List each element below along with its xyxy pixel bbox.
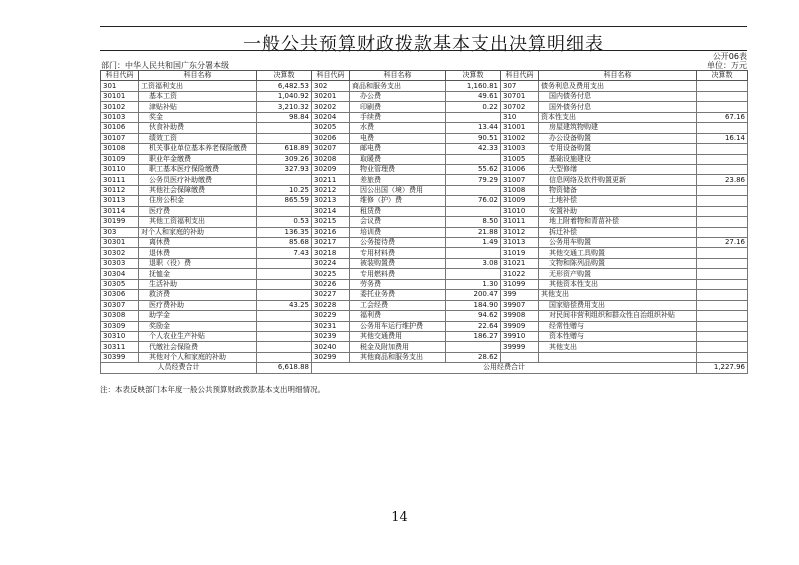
amount-cell xyxy=(697,342,748,352)
amount-cell: 7.43 xyxy=(257,248,312,258)
amount-cell: 3,210.32 xyxy=(257,102,312,112)
name-cell: 抚恤金 xyxy=(139,269,257,279)
table-row xyxy=(101,238,748,248)
amount-cell xyxy=(257,321,312,331)
name-cell: 差旅费 xyxy=(350,175,446,185)
amount-cell xyxy=(697,144,748,154)
amount-cell xyxy=(257,175,312,185)
name-cell: 资本性赠与 xyxy=(539,331,697,341)
code-cell: 30229 xyxy=(312,311,350,321)
amount-cell: 8.50 xyxy=(446,217,501,227)
code-cell: 30214 xyxy=(312,206,350,216)
amount-cell: 327.93 xyxy=(257,164,312,174)
name-cell: 邮电费 xyxy=(350,144,446,154)
name-cell: 绩效工资 xyxy=(139,133,257,143)
amount-cell xyxy=(257,352,312,362)
name-cell: 职业年金缴费 xyxy=(139,154,257,164)
amount-cell xyxy=(697,123,748,133)
amount-cell xyxy=(697,164,748,174)
code-cell: 30304 xyxy=(101,269,139,279)
code-cell: 30108 xyxy=(101,144,139,154)
name-cell: 土地补偿 xyxy=(539,196,697,206)
table-row xyxy=(101,227,748,237)
name-cell: 公务用车运行维护费 xyxy=(350,321,446,331)
amount-cell xyxy=(257,258,312,268)
name-cell: 因公出国（境）费用 xyxy=(350,185,446,195)
amount-cell: 23.86 xyxy=(697,175,748,185)
amount-cell xyxy=(257,133,312,143)
name-cell: 其他支出 xyxy=(539,290,697,300)
name-cell: 机关事业单位基本养老保险缴费 xyxy=(139,144,257,154)
name-cell: 工会经费 xyxy=(350,300,446,310)
header-row xyxy=(101,71,748,81)
code-cell: 30208 xyxy=(312,154,350,164)
table-row xyxy=(101,269,748,279)
amount-cell: 94.62 xyxy=(446,311,501,321)
code-cell: 30215 xyxy=(312,217,350,227)
amount-cell: 67.16 xyxy=(697,112,748,122)
table-row xyxy=(101,258,748,268)
code-cell: 307 xyxy=(501,81,539,91)
amount-cell: 186.27 xyxy=(446,331,501,341)
table-row xyxy=(101,331,748,341)
code-cell: 30240 xyxy=(312,342,350,352)
amount-cell: 1,040.92 xyxy=(257,91,312,101)
name-cell xyxy=(539,352,697,362)
header-cell: 科目代码 xyxy=(101,71,139,81)
code-cell: 30204 xyxy=(312,112,350,122)
name-cell: 办公设备购置 xyxy=(539,133,697,143)
name-cell: 公务接待费 xyxy=(350,238,446,248)
code-cell: 30201 xyxy=(312,91,350,101)
name-cell: 医疗费 xyxy=(139,206,257,216)
header-cell: 决算数 xyxy=(697,71,748,81)
code-cell: 30202 xyxy=(312,102,350,112)
code-cell: 30207 xyxy=(312,144,350,154)
name-cell: 安置补助 xyxy=(539,206,697,216)
code-cell: 39909 xyxy=(501,321,539,331)
code-cell: 30211 xyxy=(312,175,350,185)
code-cell: 30216 xyxy=(312,227,350,237)
code-cell: 30307 xyxy=(101,300,139,310)
amount-cell: 6,482.53 xyxy=(257,81,312,91)
department-label: 部门：中华人民共和国广东分署本级 xyxy=(101,61,229,70)
name-cell: 福利费 xyxy=(350,311,446,321)
code-cell: 30206 xyxy=(312,133,350,143)
name-cell: 被装购置费 xyxy=(350,258,446,268)
code-cell: 31003 xyxy=(501,144,539,154)
amount-cell: 865.59 xyxy=(257,196,312,206)
name-cell: 离休费 xyxy=(139,238,257,248)
code-cell: 30205 xyxy=(312,123,350,133)
code-cell: 31012 xyxy=(501,227,539,237)
code-cell: 30101 xyxy=(101,91,139,101)
amount-cell: 309.26 xyxy=(257,154,312,164)
code-cell: 39999 xyxy=(501,342,539,352)
amount-cell xyxy=(697,269,748,279)
name-cell: 生活补助 xyxy=(139,279,257,289)
code-cell: 30228 xyxy=(312,300,350,310)
code-cell: 30308 xyxy=(101,311,139,321)
code-cell: 30102 xyxy=(101,102,139,112)
name-cell: 其他商品和服务支出 xyxy=(350,352,446,362)
amount-cell xyxy=(446,112,501,122)
name-cell: 税金及附加费用 xyxy=(350,342,446,352)
page-title: 一般公共预算财政拨款基本支出决算明细表 xyxy=(243,34,604,55)
amount-cell xyxy=(697,331,748,341)
amount-cell xyxy=(446,185,501,195)
name-cell: 公务用车购置 xyxy=(539,238,697,248)
name-cell: 对民间非营利组织和群众性自治组织补贴 xyxy=(539,311,697,321)
amount-cell xyxy=(446,248,501,258)
code-cell: 31022 xyxy=(501,269,539,279)
amount-cell: 49.61 xyxy=(446,91,501,101)
name-cell: 奖金 xyxy=(139,112,257,122)
amount-cell: 22.64 xyxy=(446,321,501,331)
amount-cell: 3.08 xyxy=(446,258,501,268)
name-cell: 公务员医疗补助缴费 xyxy=(139,175,257,185)
code-cell: 30112 xyxy=(101,185,139,195)
name-cell: 其他资本性支出 xyxy=(539,279,697,289)
code-cell: 30302 xyxy=(101,248,139,258)
personnel-total-label: 人员经费合计 xyxy=(101,363,257,373)
name-cell: 维修（护）费 xyxy=(350,196,446,206)
amount-cell: 79.29 xyxy=(446,175,501,185)
header-cell: 科目代码 xyxy=(312,71,350,81)
code-cell: 399 xyxy=(501,290,539,300)
table-row xyxy=(101,206,748,216)
amount-cell xyxy=(697,91,748,101)
code-cell: 30306 xyxy=(101,290,139,300)
amount-cell xyxy=(257,279,312,289)
amount-cell xyxy=(257,331,312,341)
amount-cell xyxy=(697,196,748,206)
amount-cell xyxy=(257,269,312,279)
totals-row xyxy=(101,363,748,373)
code-cell: 30702 xyxy=(501,102,539,112)
code-cell: 39910 xyxy=(501,331,539,341)
code-cell: 302 xyxy=(312,81,350,91)
code-cell: 31009 xyxy=(501,196,539,206)
table-note: 注：本表反映部门本年度一般公共预算财政拨款基本支出明细情况。 xyxy=(100,385,325,394)
amount-cell xyxy=(697,154,748,164)
name-cell: 医疗费补助 xyxy=(139,300,257,310)
code-cell: 30299 xyxy=(312,352,350,362)
amount-cell xyxy=(697,352,748,362)
name-cell: 专用燃料费 xyxy=(350,269,446,279)
name-cell: 资本性支出 xyxy=(539,112,697,122)
amount-cell xyxy=(697,248,748,258)
amount-cell xyxy=(257,123,312,133)
table-row xyxy=(101,279,748,289)
code-cell: 30231 xyxy=(312,321,350,331)
code-cell: 30113 xyxy=(101,196,139,206)
name-cell: 劳务费 xyxy=(350,279,446,289)
name-cell: 电费 xyxy=(350,133,446,143)
name-cell: 手续费 xyxy=(350,112,446,122)
code-cell: 30303 xyxy=(101,258,139,268)
code-cell: 31019 xyxy=(501,248,539,258)
table-body xyxy=(101,81,748,363)
amount-cell xyxy=(697,300,748,310)
amount-cell xyxy=(697,321,748,331)
header-cell: 决算数 xyxy=(257,71,312,81)
personnel-total-value: 6,618.88 xyxy=(257,363,312,373)
name-cell: 对个人和家庭的补助 xyxy=(139,227,257,237)
table-row xyxy=(101,123,748,133)
amount-cell xyxy=(697,217,748,227)
code-cell: 30114 xyxy=(101,206,139,216)
amount-cell xyxy=(697,279,748,289)
amount-cell xyxy=(446,269,501,279)
name-cell: 取暖费 xyxy=(350,154,446,164)
name-cell: 商品和服务支出 xyxy=(350,81,446,91)
name-cell: 水费 xyxy=(350,123,446,133)
name-cell: 租赁费 xyxy=(350,206,446,216)
table-row xyxy=(101,81,748,91)
form-code: 公开06表 xyxy=(712,52,747,61)
name-cell: 物业管理费 xyxy=(350,164,446,174)
table-row xyxy=(101,185,748,195)
code-cell: 31008 xyxy=(501,185,539,195)
table-row xyxy=(101,112,748,122)
code-cell: 30399 xyxy=(101,352,139,362)
code-cell: 30301 xyxy=(101,238,139,248)
table-row xyxy=(101,217,748,227)
name-cell: 工资福利支出 xyxy=(139,81,257,91)
name-cell: 文物和陈列品购置 xyxy=(539,258,697,268)
name-cell: 其他社会保障缴费 xyxy=(139,185,257,195)
amount-cell: 1.49 xyxy=(446,238,501,248)
table-row xyxy=(101,342,748,352)
name-cell: 基础设施建设 xyxy=(539,154,697,164)
public-total-label: 公用经费合计 xyxy=(312,363,697,373)
title-rule xyxy=(100,50,747,51)
table-row xyxy=(101,196,748,206)
code-cell: 30226 xyxy=(312,279,350,289)
public-total-value: 1,227.96 xyxy=(697,363,748,373)
name-cell: 退职（役）费 xyxy=(139,258,257,268)
table-row xyxy=(101,300,748,310)
code-cell: 30309 xyxy=(101,321,139,331)
name-cell: 救济费 xyxy=(139,290,257,300)
name-cell: 无形资产购置 xyxy=(539,269,697,279)
expenditure-table xyxy=(100,70,748,374)
code-cell: 30217 xyxy=(312,238,350,248)
code-cell: 30225 xyxy=(312,269,350,279)
name-cell: 大型修缮 xyxy=(539,164,697,174)
amount-cell: 28.62 xyxy=(446,352,501,362)
amount-cell xyxy=(257,206,312,216)
amount-cell xyxy=(257,311,312,321)
amount-cell xyxy=(697,227,748,237)
name-cell: 物资储备 xyxy=(539,185,697,195)
name-cell: 其他支出 xyxy=(539,342,697,352)
code-cell: 31010 xyxy=(501,206,539,216)
code-cell: 30310 xyxy=(101,331,139,341)
amount-cell: 16.14 xyxy=(697,133,748,143)
amount-cell: 0.22 xyxy=(446,102,501,112)
amount-cell: 98.84 xyxy=(257,112,312,122)
name-cell: 奖励金 xyxy=(139,321,257,331)
unit-label: 单位：万元 xyxy=(707,61,747,70)
name-cell: 伙食补助费 xyxy=(139,123,257,133)
code-cell: 31013 xyxy=(501,238,539,248)
code-cell: 30227 xyxy=(312,290,350,300)
name-cell: 其他交通费用 xyxy=(350,331,446,341)
code-cell: 30103 xyxy=(101,112,139,122)
code-cell: 31007 xyxy=(501,175,539,185)
name-cell: 办公费 xyxy=(350,91,446,101)
code-cell: 30107 xyxy=(101,133,139,143)
code-cell: 31005 xyxy=(501,154,539,164)
code-cell: 30106 xyxy=(101,123,139,133)
code-cell: 301 xyxy=(101,81,139,91)
amount-cell: 21.88 xyxy=(446,227,501,237)
name-cell: 基本工资 xyxy=(139,91,257,101)
amount-cell xyxy=(697,81,748,91)
name-cell: 个人农业生产补贴 xyxy=(139,331,257,341)
table-row xyxy=(101,164,748,174)
amount-cell: 200.47 xyxy=(446,290,501,300)
top-rule xyxy=(100,26,747,27)
name-cell: 其他交通工具购置 xyxy=(539,248,697,258)
code-cell: 30199 xyxy=(101,217,139,227)
header-cell: 决算数 xyxy=(446,71,501,81)
name-cell: 拆迁补偿 xyxy=(539,227,697,237)
amount-cell: 27.16 xyxy=(697,238,748,248)
name-cell: 职工基本医疗保险缴费 xyxy=(139,164,257,174)
table-row xyxy=(101,91,748,101)
code-cell: 303 xyxy=(101,227,139,237)
amount-cell: 618.89 xyxy=(257,144,312,154)
code-cell: 31002 xyxy=(501,133,539,143)
code-cell: 30110 xyxy=(101,164,139,174)
amount-cell: 85.68 xyxy=(257,238,312,248)
table-row xyxy=(101,321,748,331)
header-cell: 科目名称 xyxy=(350,71,446,81)
amount-cell xyxy=(446,154,501,164)
code-cell: 30109 xyxy=(101,154,139,164)
amount-cell xyxy=(257,290,312,300)
code-cell: 30701 xyxy=(501,91,539,101)
code-cell: 30311 xyxy=(101,342,139,352)
amount-cell: 76.02 xyxy=(446,196,501,206)
amount-cell xyxy=(697,290,748,300)
table-row xyxy=(101,248,748,258)
code-cell: 30224 xyxy=(312,258,350,268)
name-cell: 培训费 xyxy=(350,227,446,237)
name-cell: 房屋建筑物购建 xyxy=(539,123,697,133)
header-cell: 科目名称 xyxy=(139,71,257,81)
amount-cell: 43.25 xyxy=(257,300,312,310)
code-cell: 31099 xyxy=(501,279,539,289)
name-cell: 国内债务付息 xyxy=(539,91,697,101)
name-cell: 地上附着物和青苗补偿 xyxy=(539,217,697,227)
amount-cell xyxy=(697,258,748,268)
name-cell: 国家赔偿费用支出 xyxy=(539,300,697,310)
table-row xyxy=(101,290,748,300)
table-row xyxy=(101,352,748,362)
code-cell: 39907 xyxy=(501,300,539,310)
name-cell: 住房公积金 xyxy=(139,196,257,206)
amount-cell: 1.30 xyxy=(446,279,501,289)
code-cell xyxy=(501,352,539,362)
amount-cell: 0.53 xyxy=(257,217,312,227)
code-cell: 31011 xyxy=(501,217,539,227)
name-cell: 专用设备购置 xyxy=(539,144,697,154)
table-row xyxy=(101,102,748,112)
code-cell: 30111 xyxy=(101,175,139,185)
code-cell: 31006 xyxy=(501,164,539,174)
name-cell: 委托业务费 xyxy=(350,290,446,300)
code-cell: 31001 xyxy=(501,123,539,133)
name-cell: 经常性赠与 xyxy=(539,321,697,331)
name-cell: 会议费 xyxy=(350,217,446,227)
amount-cell: 1,160.81 xyxy=(446,81,501,91)
name-cell: 助学金 xyxy=(139,311,257,321)
header-cell: 科目代码 xyxy=(501,71,539,81)
table-row xyxy=(101,311,748,321)
name-cell: 津贴补贴 xyxy=(139,102,257,112)
code-cell: 310 xyxy=(501,112,539,122)
code-cell: 39908 xyxy=(501,311,539,321)
name-cell: 退休费 xyxy=(139,248,257,258)
amount-cell: 10.25 xyxy=(257,185,312,195)
name-cell: 信息网络及软件购置更新 xyxy=(539,175,697,185)
code-cell: 30213 xyxy=(312,196,350,206)
code-cell: 30209 xyxy=(312,164,350,174)
amount-cell: 42.33 xyxy=(446,144,501,154)
name-cell: 印刷费 xyxy=(350,102,446,112)
amount-cell: 13.44 xyxy=(446,123,501,133)
code-cell: 30212 xyxy=(312,185,350,195)
table-row xyxy=(101,154,748,164)
amount-cell xyxy=(697,311,748,321)
amount-cell: 90.51 xyxy=(446,133,501,143)
amount-cell xyxy=(446,206,501,216)
name-cell: 其他对个人和家庭的补助 xyxy=(139,352,257,362)
name-cell: 代缴社会保险费 xyxy=(139,342,257,352)
table-row xyxy=(101,175,748,185)
amount-cell xyxy=(697,185,748,195)
amount-cell: 55.62 xyxy=(446,164,501,174)
code-cell: 30218 xyxy=(312,248,350,258)
amount-cell xyxy=(697,102,748,112)
table-row xyxy=(101,144,748,154)
name-cell: 专用材料费 xyxy=(350,248,446,258)
amount-cell xyxy=(257,342,312,352)
code-cell: 31021 xyxy=(501,258,539,268)
code-cell: 30239 xyxy=(312,331,350,341)
code-cell: 30305 xyxy=(101,279,139,289)
name-cell: 债务利息及费用支出 xyxy=(539,81,697,91)
name-cell: 国外债务付息 xyxy=(539,102,697,112)
table-row xyxy=(101,133,748,143)
amount-cell: 184.90 xyxy=(446,300,501,310)
header-cell: 科目名称 xyxy=(539,71,697,81)
page-number: 14 xyxy=(391,510,408,525)
name-cell: 其他工资福利支出 xyxy=(139,217,257,227)
amount-cell xyxy=(446,342,501,352)
amount-cell: 136.35 xyxy=(257,227,312,237)
amount-cell xyxy=(697,206,748,216)
